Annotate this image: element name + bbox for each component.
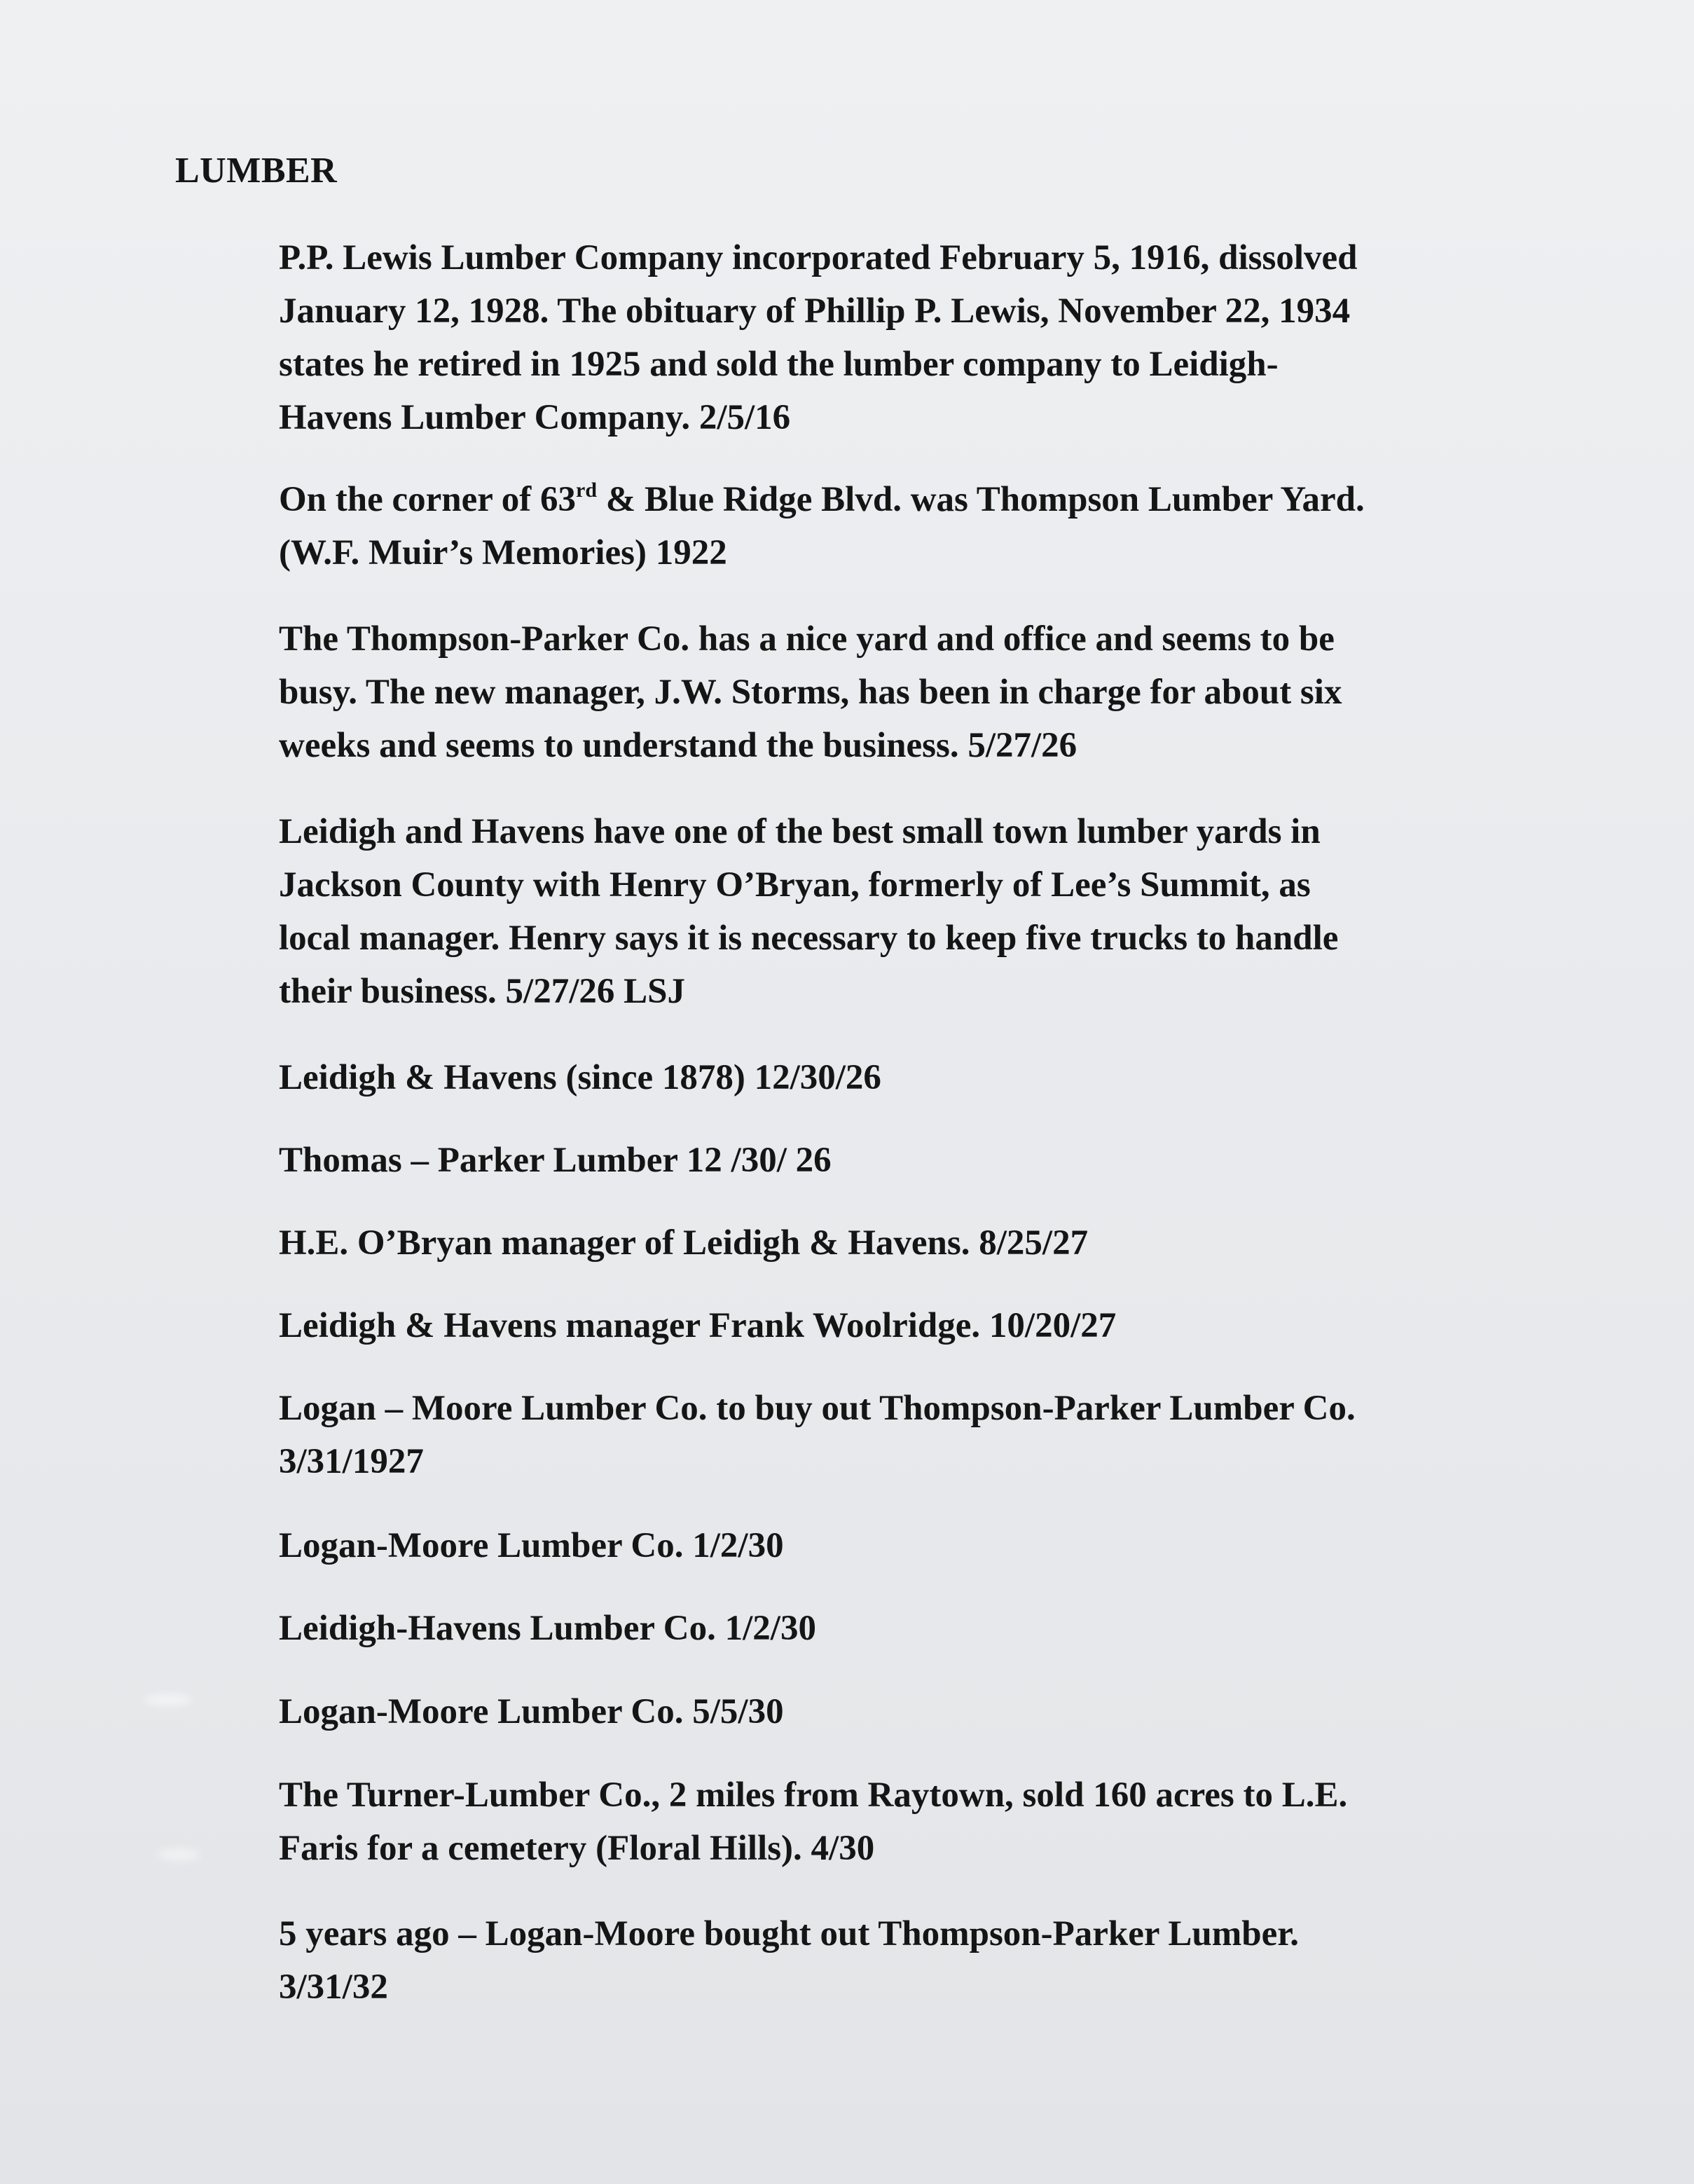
glare-mark [158, 1850, 200, 1860]
entry-text: & Blue Ridge Blvd. was Thompson Lumber Yard. (W.F. Muir’s Memories) 1922 [279, 480, 1365, 572]
entry-obryan-manager: H.E. O’Bryan manager of Leidigh & Havens. 8/25/27 [279, 1223, 1089, 1263]
entry-logan-moore-1-2-30: Logan-Moore Lumber Co. 1/2/30 [279, 1526, 784, 1565]
entry-turner-lumber: The Turner-Lumber Co., 2 miles from Raytown, sold 160 acres to L.E. Faris for a cemetery (Floral Hills). 4/30 [279, 1776, 1348, 1868]
entry-leidigh-havens-1-2-30: Leidigh-Havens Lumber Co. 1/2/30 [279, 1609, 816, 1648]
entry-leidigh-havens-yard: Leidigh and Havens have one of the best small town lumber yards in Jackson County with Henry O’Bryan, formerly of Lee’s Summit, as local manager. Henry says it is necessary to keep five trucks to handle their business. 5/27/26 LSJ [279, 812, 1339, 1011]
entry-lewis-lumber: P.P. Lewis Lumber Company incorporated February 5, 1916, dissolved January 12, 1928. The obituary of Phillip P. Lewis, November 22, 1934 states he retired in 1925 and sold the lumber company to Leidigh- Havens Lumber Company. 2/5/16 [279, 238, 1358, 437]
entry-thompson-lumber-yard [279, 473, 1561, 579]
ordinal-superscript: rd [576, 479, 597, 502]
entry-thomas-parker: Thomas – Parker Lumber 12 /30/ 26 [279, 1141, 832, 1180]
entry-five-years-ago: 5 years ago – Logan-Moore bought out Thompson-Parker Lumber. 3/31/32 [279, 1914, 1299, 2007]
entry-text: On the corner of 63 [279, 480, 576, 519]
entry-logan-moore-buyout: Logan – Moore Lumber Co. to buy out Thompson-Parker Lumber Co. 3/31/1927 [279, 1389, 1356, 1481]
glare-mark [144, 1694, 193, 1705]
entry-leidigh-havens-1878: Leidigh & Havens (since 1878) 12/30/26 [279, 1058, 881, 1097]
page-heading: LUMBER [175, 151, 338, 191]
entry-logan-moore-5-5-30: Logan-Moore Lumber Co. 5/5/30 [279, 1692, 784, 1731]
entry-woolridge-manager: Leidigh & Havens manager Frank Woolridge. 10/20/27 [279, 1306, 1117, 1345]
entry-thompson-parker: The Thompson-Parker Co. has a nice yard and office and seems to be busy. The new manager, J.W. Storms, has been in charge for about six weeks and seems to understand the business. 5/27/26 [279, 619, 1342, 765]
